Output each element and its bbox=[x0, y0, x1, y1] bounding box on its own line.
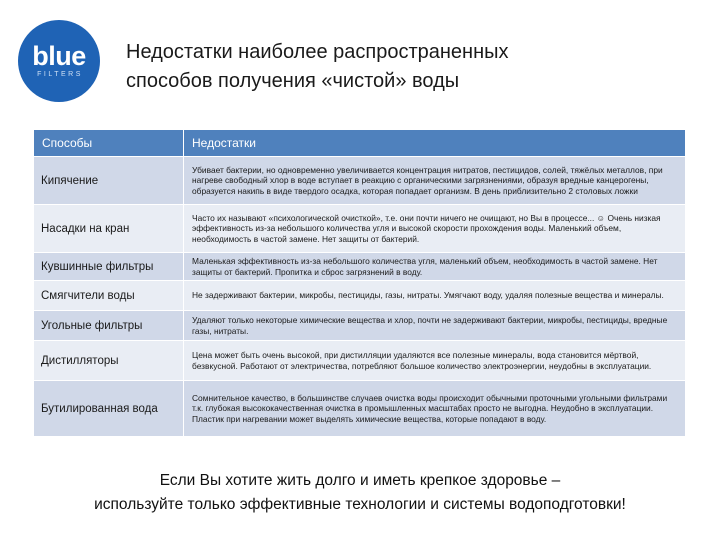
table-header-row bbox=[34, 130, 686, 157]
table-row bbox=[34, 253, 686, 281]
method-cell: Кувшинные фильтры bbox=[34, 253, 184, 281]
method-cell: Бутилированная вода bbox=[34, 381, 184, 437]
blue-filters-logo bbox=[18, 20, 100, 102]
drawback-cell: Удаляют только некоторые химические вещества и хлор, почти не задерживают бактерии, микробы, пестициды, вредные газы, нитраты. bbox=[184, 311, 686, 341]
table-row bbox=[34, 341, 686, 381]
comparison-table bbox=[33, 129, 686, 437]
title-line-2: способов получения «чистой» воды bbox=[126, 70, 460, 92]
method-cell: Дистилляторы bbox=[34, 341, 184, 381]
method-cell: Кипячение bbox=[34, 157, 184, 205]
drawback-cell: Убивает бактерии, но одновременно увеличивается концентрация нитратов, пестицидов, солей, тяжёлых металлов, при нагреве свободный хлор в воде вступает в реакцию с органическими загрязнениями, образуя вредные канцерогены, образуется накипь в виде твердого осадка, которая попадает организм. В день приблизительно 2 столовых ложки bbox=[184, 157, 686, 205]
method-cell: Угольные фильтры bbox=[34, 311, 184, 341]
title-line-1: Недостатки наиболее распространенных bbox=[126, 41, 509, 63]
page-title bbox=[126, 38, 686, 96]
drawback-cell: Сомнительное качество, в большинстве случаев очистка воды происходит обычными проточными угольными фильтрами т.к. глубокая высококачественная очистка в промышленных масштабах просто не выгодна. Неудобно в эксплуатации. Пластик при нагревании может выделять химические вещества, которые попадают в воду. bbox=[184, 381, 686, 437]
method-cell: Насадки на кран bbox=[34, 205, 184, 253]
header-methods: Способы bbox=[34, 130, 184, 157]
table-row bbox=[34, 381, 686, 437]
logo-word: blue bbox=[32, 41, 86, 71]
table-row bbox=[34, 281, 686, 311]
drawback-cell: Часто их называют «психологической очисткой», т.е. они почти ничего не очищают, но Вы в процессе... ☺ Очень низкая эффективность из-за небольшого количества угля и высокой скорости прохождения воды. Маленький объем, необходимость в частой замене. Нет защиты от бактерий. bbox=[184, 205, 686, 253]
footer-line-1: Если Вы хотите жить долго и иметь крепкое здоровье – bbox=[159, 472, 561, 489]
drawback-cell: Не задерживают бактерии, микробы, пестициды, газы, нитраты. Умягчают воду, удаляя полезные вещества и минералы. bbox=[184, 281, 686, 311]
table-row bbox=[34, 157, 686, 205]
logo-subtitle: FILTERS bbox=[37, 71, 83, 78]
header-drawbacks: Недостатки bbox=[184, 130, 686, 157]
drawback-cell: Цена может быть очень высокой, при дистилляции удаляются все полезные минералы, вода становится мёртвой, безвкусной. Работают от электричества, потребляют большое количество электроэнергии, неудобны в эксплуатации. bbox=[184, 341, 686, 381]
drawback-cell: Маленькая эффективность из-за небольшого количества угля, маленький объем, необходимость в частой замене. Нет защиты от бактерий. Пропитка и сброс загрязнений в воду. bbox=[184, 253, 686, 281]
footer-line-2: используйте только эффективные технологии и системы водоподготовки! bbox=[94, 496, 626, 513]
table-row bbox=[34, 311, 686, 341]
table-row bbox=[34, 205, 686, 253]
method-cell: Смягчители воды bbox=[34, 281, 184, 311]
footer-slogan bbox=[0, 469, 720, 517]
